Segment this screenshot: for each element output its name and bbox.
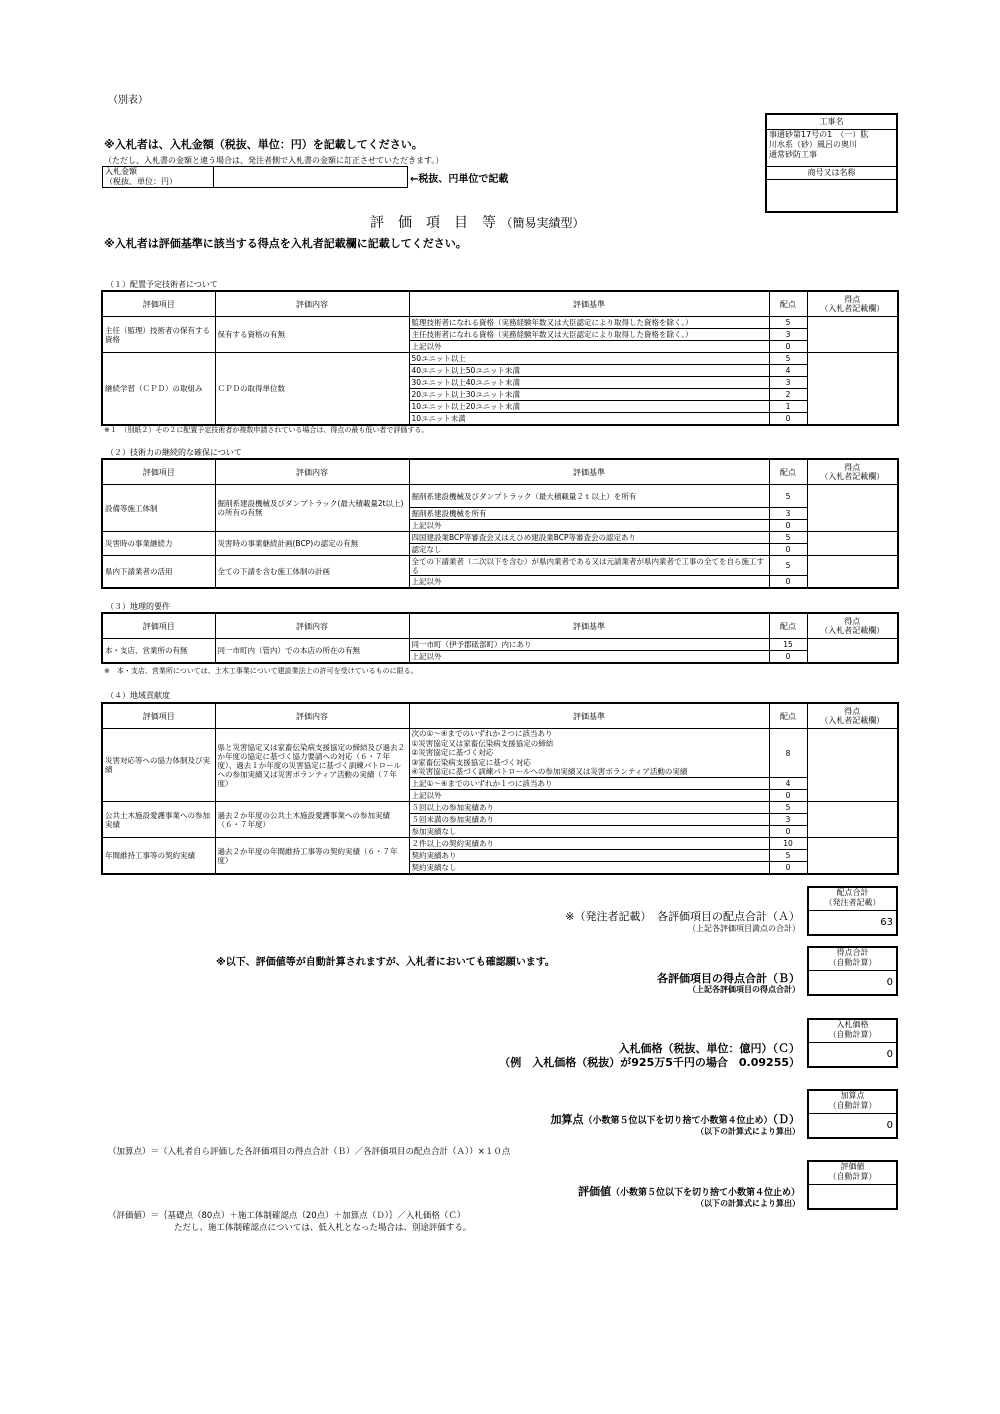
eval-sub: （以下の計算式により算出） [696,1199,800,1208]
points-cell: 5 [769,485,807,508]
points-cell: 5 [769,317,807,329]
score-total-header: 得点合計 （自動計算） [809,948,896,971]
criteria-cell: ５回以上の参加実績あり [409,802,769,814]
eval-header: 評価値 （自動計算） [809,1162,896,1185]
criteria-cell: ５回未満の参加実績あり [409,814,769,826]
total-points-label: ※（発注者記載） 各評価項目の配点合計（Ａ） [565,910,800,923]
section3-table [101,612,899,664]
header-content: 評価内容 [215,613,409,639]
header-points: 配点 [769,703,807,729]
item-cell: 本・支店、営業所の有無 [102,639,215,664]
points-cell: 0 [769,413,807,426]
content-cell: 災害時の事業継続計画(BCP)の認定の有無 [215,532,409,556]
points-cell: 0 [769,520,807,532]
criteria-cell: 上記以外 [409,341,769,353]
points-cell: 2 [769,389,807,401]
score-input[interactable] [807,729,898,802]
points-cell: 4 [769,778,807,790]
bonus-box [807,1089,898,1139]
project-name-line: 事通砂第17号の1 （一）肱 [769,130,869,139]
header-item: 評価項目 [102,613,215,639]
page-title [370,212,584,232]
eval-label: 評価値（小数第５位以下を切り捨て小数第４位止め） [577,1185,800,1198]
bid-amount-label: 入札金額 [105,167,137,176]
score-total-sub: （上記各評価項目の得点合計） [688,985,800,994]
bonus-formula: （加算点）＝（入札者自ら評価した各評価項目の得点合計（Ｂ）／各評価項目の配点合計（Ａ））×１０点 [108,1147,511,1157]
bid-notice: ※入札者は、入札金額（税抜、単位：円）を記載してください。 [104,138,423,151]
points-cell: 0 [769,341,807,353]
score-input[interactable] [807,639,898,664]
points-cell: 3 [769,508,807,520]
points-cell: 0 [769,544,807,556]
price-value: 0 [886,1049,893,1060]
total-points-box [807,886,898,936]
criteria-cell-multi [409,729,769,778]
section2-table [101,458,899,589]
points-cell: 4 [769,365,807,377]
header-score: 得点 （入札者記載欄） [807,291,898,317]
section1-note: ※１ （別紙２）その２に配置予定技術者が複数申請されている場合は、得点の最も低い者で評価する。 [104,426,429,434]
header-criteria: 評価基準 [409,613,769,639]
item-cell: 災害時の事業継続力 [102,532,215,556]
item-cell: 主任（監理）技術者の保有する資格 [102,317,215,353]
score-input[interactable] [807,556,898,589]
score-total-label: 各評価項目の得点合計（Ｂ） [657,972,800,985]
points-cell: 5 [769,353,807,365]
criteria-line: 次の①～④までのいずれか２つに該当あり [411,729,553,739]
criteria-cell: 掘削系建設機械を所有 [409,508,769,520]
total-points-header: 配点合計 （発注者記載） [809,888,896,911]
section2-title: （２）技術力の継続的な確保について [106,448,242,457]
criteria-line: ①災害協定又は家畜伝染病支援協定の締結 [411,738,554,748]
header-content: 評価内容 [215,291,409,317]
header-item: 評価項目 [102,459,215,485]
header-item: 評価項目 [102,291,215,317]
project-box [765,113,898,213]
criteria-cell: 掘削系建設機械及びダンプトラック（最大積載量２ｔ以上）を所有 [409,485,769,508]
header-points: 配点 [769,291,807,317]
points-cell: 0 [769,576,807,589]
criteria-cell: ２件以上の契約実績あり [409,838,769,850]
header-content: 評価内容 [215,703,409,729]
content-cell: 全ての下請を含む施工体制の計画 [215,556,409,589]
item-cell: 災害対応等への協力体制及び実績 [102,729,215,802]
item-cell: 設備等施工体制 [102,485,215,532]
bid-notice-sub: （ただし、入札書の金額と違う場合は、発注者側で入札書の金額に訂正させていただきます。） [104,156,444,165]
header-item: 評価項目 [102,703,215,729]
points-cell: 5 [769,802,807,814]
price-header: 入札価格 （自動計算） [809,1020,896,1043]
content-cell: 過去２か年度の年間維持工事等の契約実績（６・７年度） [215,838,409,875]
company-label: 商号又は名称 [767,167,896,180]
criteria-cell: 上記①～④までのいずれか１つに該当あり [409,778,769,790]
points-cell: 0 [769,651,807,664]
bonus-sub: （以下の計算式により算出） [696,1127,800,1136]
header-criteria: 評価基準 [409,291,769,317]
header-criteria: 評価基準 [409,459,769,485]
points-cell: 5 [769,850,807,862]
header-criteria: 評価基準 [409,703,769,729]
points-cell: 5 [769,556,807,576]
score-input[interactable] [807,353,898,426]
eval-formula: （評価値）＝｛基礎点（80点）＋施工体制確認点（20点）＋加算点（Ｄ）｝／入札価格（Ｃ） [108,1211,466,1221]
criteria-cell: 契約実績なし [409,862,769,875]
criteria-cell: 10ユニット以上20ユニット未満 [409,401,769,413]
score-input[interactable] [807,485,898,532]
section3-title: （３）地理的要件 [106,602,170,611]
criteria-cell: 20ユニット以上30ユニット未満 [409,389,769,401]
criteria-cell: 四国建設業BCP等審査会又はえひめ建設業BCP等審査会の認定あり [409,532,769,544]
points-cell: 0 [769,862,807,875]
criteria-cell: 50ユニット以上 [409,353,769,365]
criteria-line: ③家畜伝染病支援協定に基づく対応 [411,757,531,767]
header-content: 評価内容 [215,459,409,485]
bonus-header: 加算点 （自動計算） [809,1091,896,1114]
points-cell: 15 [769,639,807,651]
criteria-cell: 上記以外 [409,520,769,532]
project-name-line: 川水系（砂）風呂の奥川 [769,140,857,149]
criteria-line: ②災害協定に基づく対応 [411,748,494,758]
criteria-cell: 40ユニット以上50ユニット未満 [409,365,769,377]
header-score: 得点 （入札者記載欄） [807,459,898,485]
score-total-box [807,946,898,996]
price-box [807,1018,898,1068]
bonus-label: 加算点（小数第５位以下を切り捨て小数第４位止め）（Ｄ） [550,1113,800,1126]
criteria-cell: 監理技術者になれる資格（実務経験年数又は大臣認定により取得した資格を除く。） [409,317,769,329]
appendix-label: （別表） [108,95,148,106]
content-cell: 保有する資格の有無 [215,317,409,353]
header-points: 配点 [769,459,807,485]
auto-calc-notice: ※以下、評価値等が自動計算されますが、入札者においても確認願います。 [216,957,555,968]
score-input[interactable] [807,802,898,838]
content-cell: 同一市町内（管内）での本店の所在の有無 [215,639,409,664]
points-cell: 10 [769,838,807,850]
criteria-cell: 10ユニット未満 [409,413,769,426]
title-suffix: （簡易実績型） [500,216,585,230]
company-name-input[interactable] [767,180,896,212]
project-name [767,130,896,167]
bid-amount-unit: （税抜、単位：円） [105,177,177,186]
points-cell: 3 [769,814,807,826]
item-cell: 県内下請業者の活用 [102,556,215,589]
eval-box [807,1160,898,1210]
header-score: 得点 （入札者記載欄） [807,613,898,639]
section4-table [101,702,899,875]
header-score: 得点 （入札者記載欄） [807,703,898,729]
section1-title: （１）配置予定技術者について [106,280,218,289]
points-cell: 3 [769,329,807,341]
criteria-cell: 上記以外 [409,790,769,802]
bid-amount-label-cell [102,166,214,188]
criteria-cell: 認定なし [409,544,769,556]
criteria-cell: 上記以外 [409,651,769,664]
total-points-sub: （上記各評価項目満点の合計） [688,924,800,933]
item-cell: 継続学習（ＣＰＤ）の取組み [102,353,215,426]
eval-value [809,1185,896,1209]
item-cell: 公共土木施設愛護事業への参加実績 [102,802,215,838]
price-label: 入札価格（税抜、単位：億円）（Ｃ） [618,1042,800,1055]
criteria-line: ④災害協定に基づく訓練パトロールへの参加実績又は災害ボランティア活動の実績 [411,767,688,777]
section4-title: （４）地域貢献度 [106,691,170,700]
points-cell: 8 [769,729,807,778]
criteria-cell: 参加実績なし [409,826,769,838]
total-points-value: 63 [880,917,893,928]
score-input[interactable] [807,838,898,875]
bid-amount-input[interactable] [213,166,408,188]
title-main: 評 価 項 目 等 [370,215,496,231]
criteria-cell: 全ての下請業者（二次以下を含む）が県内業者である又は元請業者が県内業者で工事の全てを自ら施工する [409,556,769,576]
content-cell: ＣＰＤの取得単位数 [215,353,409,426]
criteria-cell: 主任技術者になれる資格（実務経験年数又は大臣認定により取得した資格を除く。） [409,329,769,341]
bonus-value: 0 [886,1120,893,1131]
points-cell: 0 [769,826,807,838]
criteria-cell: 契約実績あり [409,850,769,862]
price-example: （例 入札価格（税抜）が925万5千円の場合 0.09255） [499,1056,800,1069]
project-name-line: 通常砂防工事 [769,150,817,159]
points-cell: 5 [769,532,807,544]
score-input[interactable] [807,532,898,556]
eval-formula-note: ただし、施工体制確認点については、低入札となった場合は、別途評価する。 [174,1223,472,1233]
bid-amount-hint: ←税抜、円単位で記載 [410,174,509,185]
score-total-value: 0 [886,977,893,988]
criteria-cell: 同一市町（伊予郡砥部町）内にあり [409,639,769,651]
project-label: 工事名 [767,115,896,130]
header-points: 配点 [769,613,807,639]
points-cell: 3 [769,377,807,389]
score-input[interactable] [807,317,898,353]
content-cell: 掘削系建設機械及びダンプトラック(最大積載量2t以上)の所有の有無 [215,485,409,532]
instruction-text: ※入札者は評価基準に該当する得点を入札者記載欄に記載してください。 [104,237,467,250]
points-cell: 1 [769,401,807,413]
section1-table [101,290,899,426]
points-cell: 0 [769,790,807,802]
content-cell: 過去２か年度の公共土木施設愛護事業への参加実績（６・７年度） [215,802,409,838]
criteria-cell: 上記以外 [409,576,769,589]
criteria-cell: 30ユニット以上40ユニット未満 [409,377,769,389]
section3-note: ※ 本・支店、営業所については、土木工事業について建設業法上の許可を受けているものに限る。 [104,667,418,675]
content-cell: 県と災害協定又は家畜伝染病支援協定の締結及び過去２か年度の協定に基づく協力要請への対応（６・７年度）、過去１か年度の災害協定に基づく訓練パトロールへの参加実績又は災害ボランティア活動の実績（７年度） [215,729,409,802]
item-cell: 年間維持工事等の契約実績 [102,838,215,875]
